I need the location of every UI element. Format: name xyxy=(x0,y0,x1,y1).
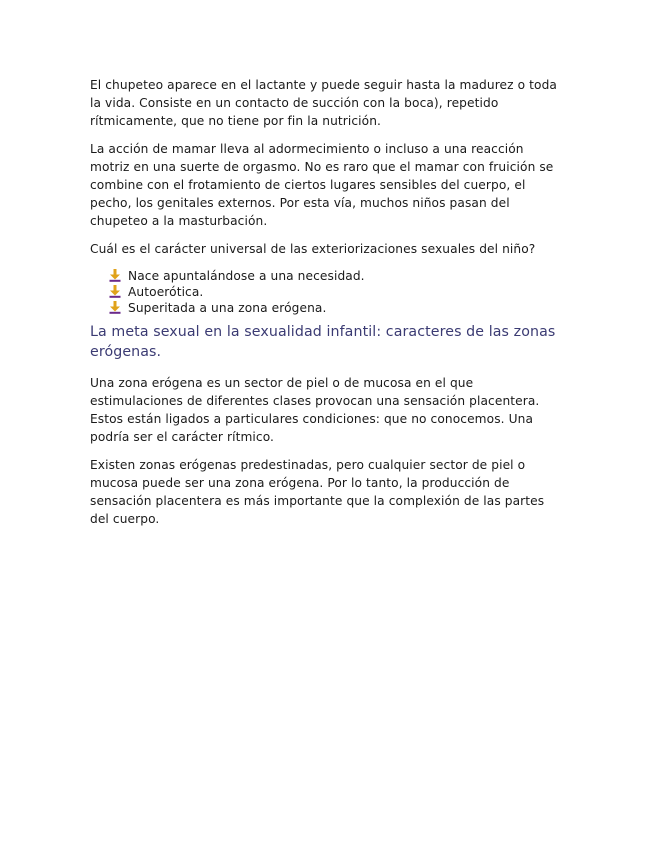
section-heading: La meta sexual en la sexualidad infantil: caracteres de las zonas erógenas. xyxy=(90,324,556,360)
paragraph-question: Cuál es el carácter universal de las exteriorizaciones sexuales del niño? xyxy=(90,242,536,256)
down-arrow-bullet-icon xyxy=(109,301,121,314)
paragraph-zonas-predestinadas: Existen zonas erógenas predestinadas, pero cualquier sector de piel o mucosa puede ser una zona erógena. Por lo tanto, la producción de sensación placentera es más importante que la complexión de las partes del cuerpo. xyxy=(90,458,545,526)
down-arrow-bullet-icon xyxy=(109,285,121,298)
down-arrow-bullet-icon xyxy=(109,269,121,282)
list-item xyxy=(90,300,560,316)
paragraph-zona-erogena: Una zona erógena es un sector de piel o de mucosa en el que estimulaciones de diferentes clases provocan una sensación placentera. Estos están ligados a particulares condiciones: que no conocemos. Una podría ser el carácter rítmico. xyxy=(90,376,540,444)
paragraph-chupeteo: El chupeteo aparece en el lactante y puede seguir hasta la madurez o toda la vida. Consiste en un contacto de succión con la boca), repetido rítmicamente, que no tiene por fin la nutrición. xyxy=(90,78,557,128)
bullet-list xyxy=(90,268,560,316)
document-page xyxy=(90,76,560,538)
bullet-text: Nace apuntalándose a una necesidad. xyxy=(128,269,365,283)
bullet-text: Superitada a una zona erógena. xyxy=(128,301,327,315)
list-item xyxy=(90,284,560,300)
list-item xyxy=(90,268,560,284)
bullet-text: Autoerótica. xyxy=(128,285,204,299)
paragraph-mamar: La acción de mamar lleva al adormecimiento o incluso a una reacción motriz en una suerte de orgasmo. No es raro que el mamar con fruición se combine con el frotamiento de ciertos lugares sensibles del cuerpo, el pecho, los genitales externos. Por esta vía, muchos niños pasan del chupeteo a la masturbación. xyxy=(90,142,554,228)
